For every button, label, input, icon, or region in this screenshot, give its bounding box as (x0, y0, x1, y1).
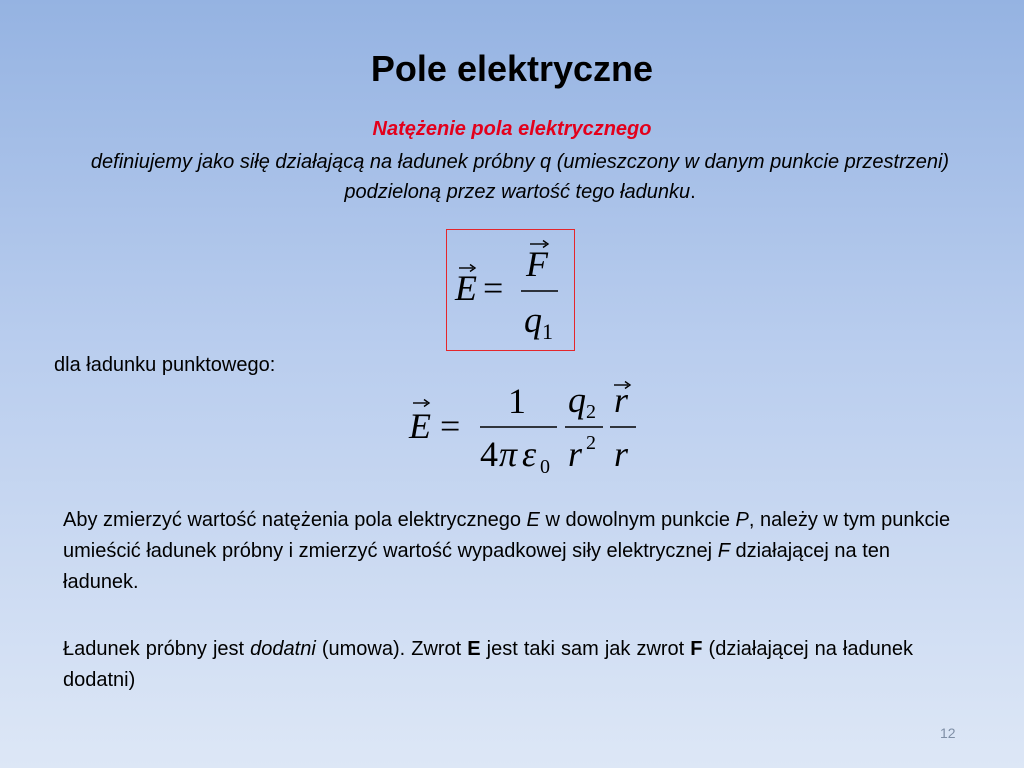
para1-text-2: w dowolnym punkcie (539, 509, 736, 531)
formula1-den-var: q (524, 300, 542, 340)
field-definition-formula (446, 229, 575, 351)
formula2-r: r (568, 434, 583, 474)
para2-text-1: Ładunek próbny jest (63, 638, 251, 660)
para2-dodatni: dodatni (250, 638, 316, 660)
para2-symbol-e: E (467, 638, 481, 660)
page-number: 12 (940, 725, 956, 741)
test-charge-paragraph (63, 634, 913, 696)
slide-title: Pole elektryczne (370, 48, 654, 89)
formula2-q: q (568, 380, 586, 420)
para2-symbol-f: F (690, 638, 703, 660)
formula2-eps-sub: 0 (540, 456, 550, 478)
formula2-frac1-den: 4 (480, 434, 498, 474)
para1-text-1: Aby zmierzyć wartość natężenia pola elektrycznego (63, 509, 527, 531)
formula2-q-sub: 2 (586, 401, 596, 423)
formula2-eps: ε (522, 434, 537, 474)
para2-text-4: (działającej na ładunek dodatni) (63, 638, 913, 691)
formula2-vec-r: r (614, 380, 629, 420)
para1-text-4: działającej na ten ładunek. (63, 540, 891, 593)
formula1-lhs: E (455, 268, 477, 308)
definition-heading: Natężenie pola elektrycznego (372, 118, 652, 140)
point-charge-label: dla ładunku punktowego: (54, 354, 276, 376)
formula2-lhs: E (409, 406, 431, 446)
formula2-frac1-num: 1 (508, 381, 526, 421)
definition-period: . (690, 181, 696, 203)
formula1-equals: = (483, 268, 504, 308)
formula1-den-sub: 1 (542, 319, 553, 344)
para2-text-3: jest taki sam jak zwrot (480, 638, 691, 660)
para1-symbol-f: F (717, 540, 730, 562)
point-charge-formula (400, 378, 650, 478)
formula2-pi: π (499, 434, 518, 474)
para1-text-3: , należy w tym punkcie umieścić ładunek próbny i zmierzyć wartość wypadkowej siły elektrycznej (63, 509, 951, 562)
para2-text-2: (umowa). Zwrot (315, 638, 468, 660)
para1-symbol-p: P (735, 509, 749, 531)
definition-text (70, 147, 970, 207)
measurement-paragraph (63, 505, 968, 598)
formula1-numerator: F (526, 244, 548, 284)
formula2-r-exp: 2 (586, 432, 596, 454)
formula2-plain-r: r (614, 434, 629, 474)
para1-symbol-e: E (526, 509, 540, 531)
formula2-equals: = (440, 406, 461, 446)
definition-body: definiujemy jako siłę działającą na ładunek próbny q (umieszczony w danym punkcie przestrzeni) podzieloną przez wartość tego ładunku (90, 151, 950, 203)
